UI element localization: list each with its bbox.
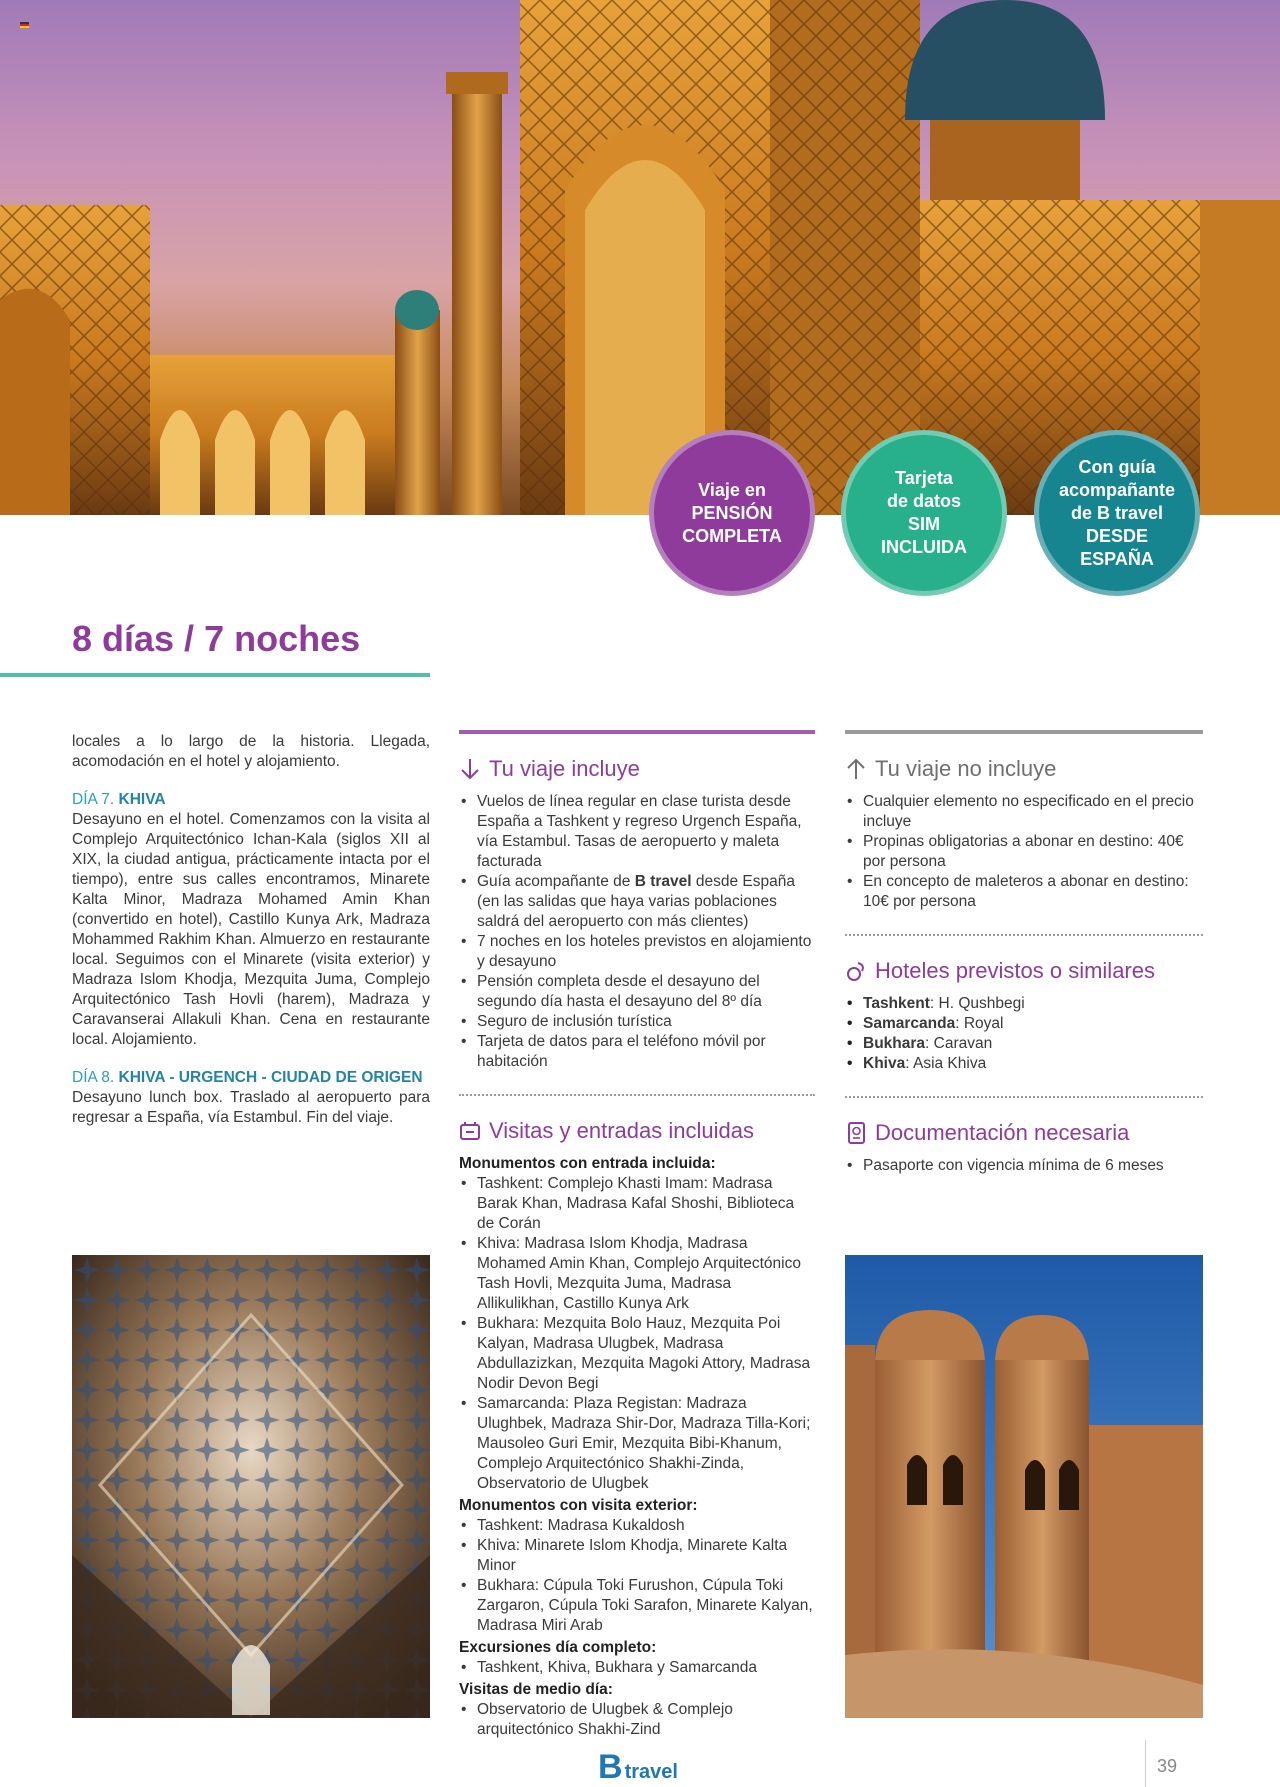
badge-line: Tarjeta [895,468,953,488]
list-item: • Khiva: Minarete Islom Khodja, Minarete Kalta Minor [459,1536,815,1576]
list-item: • Bukhara: Cúpula Toki Furushon, Cúpula Toki Zargaron, Cúpula Toki Sarafon, Minarete Kalyan, Madrasa Miri Arab [459,1576,815,1636]
day-8-text: Desayuno lunch box. Traslado al aeropuerto para regresar a España, vía Estambul. Fin del viaje. [72,1089,430,1126]
hotel-city: Khiva [863,1055,906,1072]
includes-list [459,792,815,1072]
itinerary-column [72,732,430,1128]
badge-line: Viaje en [698,479,766,500]
excludes-list [845,792,1203,912]
logo-text: travel [624,1761,678,1783]
divider [845,1096,1203,1098]
dome-illustration [72,1255,430,1718]
excludes-heading [845,756,1203,782]
exterior-list [459,1516,815,1636]
fullday-list [459,1658,815,1678]
list-item: • Vuelos de línea regular en clase turista desde España a Tashkent y regreso Urgench España, vía Estambul. Tasas de aeropuerto y maleta facturada [459,792,815,872]
docs-title: Documentación necesaria [875,1120,1130,1145]
badge-guide [1034,430,1200,596]
guide-text: Guía acompañante de [477,873,635,890]
list-item [845,994,1203,1014]
list-item: • Cualquier elemento no especificado en el precio incluye [845,792,1203,832]
excludes-title: Tu viaje no incluye [875,756,1057,781]
day-7-text: Desayuno en el hotel. Comenzamos con la visita al Complejo Arquitectónico Ichan-Kala (siglos XII al XIX, la ciudad antigua, prácticamente intacta por el tiempo), entre sus calles encontramos, Minarete Kalta Minor, Madraza Mohamed Amin Khan (convertido en hotel), Castillo Kunya Ark, Madraza Mohammed Rakhim Khan. Almuerzo en restaurante local. Seguimos con el Minarete (visita exterior) y Madraza Islom Khodja, Mezquita Juma, Complejo Arquitectónico Tash Hovli (harem), Madraza y Caravanserai Allakuli Khan. Cena en restaurante local. Alojamiento. [72,811,430,1048]
badge-line: SIM [907,514,940,534]
day-7-prefix: DÍA 7. [72,791,115,808]
divider [459,1094,815,1096]
hotels-list [845,994,1203,1074]
badge-line: de datos [886,491,961,511]
passport-icon [845,1121,867,1145]
docs-list [845,1156,1203,1176]
list-item [845,1034,1203,1054]
badge-line: INCLUIDA [881,537,967,557]
badge-line: de B travel [1070,502,1164,523]
list-item: • Tashkent: Madrasa Kukaldosh [459,1516,815,1536]
logo-b: B [598,1748,623,1786]
khiva-illustration [845,1255,1203,1718]
exterior-subhead: Monumentos con visita exterior: [459,1497,698,1514]
day-7-place: KHIVA [118,791,166,808]
hotel-name: : H. Qushbegi [929,995,1025,1012]
list-item [845,1054,1203,1074]
badge-line: PENSIÓN [691,502,773,523]
fullday-subhead: Excursiones día completo: [459,1639,657,1656]
list-item: • Samarcanda: Plaza Registan: Madraza Ulughbek, Madraza Shir-Dor, Madraza Tilla-Kori; Mausoleo Guri Emir, Mezquita Bibi-Khanum, Complejo Arquitectónico Shakhi-Zinda, Observatorio de Ulugbek [459,1394,815,1494]
list-item: • Tarjeta de datos para el teléfono móvil por habitación [459,1032,815,1072]
hotels-title: Hoteles previstos o similares [875,958,1155,983]
page-number: 39 [1157,1756,1178,1776]
hotel-city: Samarcanda [863,1015,956,1032]
includes-top-rule [459,730,815,734]
photo-khiva-walls [845,1255,1203,1718]
arrow-down-icon [459,757,481,781]
day-8-place: KHIVA - URGENCH - CIUDAD DE ORIGEN [118,1069,423,1086]
entry-subhead: Monumentos con entrada incluida: [459,1155,716,1172]
guide-text: desde España (en las salidas que haya varias poblaciones saldrá del aeropuerto con más clientes) [477,873,795,930]
entry-list [459,1174,815,1494]
ticket-icon [459,1119,481,1143]
excludes-top-rule [845,730,1203,734]
list-item: • Tashkent, Khiva, Bukhara y Samarcanda [459,1658,815,1678]
photo-dome-ceiling [72,1255,430,1718]
list-item: • 7 noches en los hoteles previstos en alojamiento y desayuno [459,932,815,972]
list-item: • Propinas obligatorias a abonar en destino: 40€ por persona [845,832,1203,872]
divider [845,934,1203,936]
list-item [459,872,815,932]
list-item [845,1014,1203,1034]
includes-title: Tu viaje incluye [489,756,640,781]
list-item: • Bukhara: Mezquita Bolo Hauz, Mezquita Poi Kalyan, Madrasa Ulugbek, Madrasa Abdullazizkan, Mezquita Magoki Attory, Madrasa Nodir Devon Begi [459,1314,815,1394]
day-8-prefix: DÍA 8. [72,1069,115,1086]
list-item: • Seguro de inclusión turística [459,1012,815,1032]
badge-sim-card [841,430,1007,596]
halfday-list [459,1700,815,1740]
badge-line: DESDE [1085,525,1148,546]
guide-brand: B travel [634,873,692,890]
list-item: • Pensión completa desde el desayuno del segundo día hasta el desayuno del 8º día [459,972,815,1012]
hotel-name: : Caravan [925,1035,993,1052]
includes-heading [459,756,815,782]
btravel-logo [598,1748,678,1787]
list-item: • Observatorio de Ulugbek & Complejo arquitectónico Shakhi-Zind [459,1700,815,1740]
badge-full-board [649,430,815,596]
list-item: • Tashkent: Complejo Khasti Imam: Madrasa Barak Khan, Madrasa Kafal Shoshi, Biblioteca de Corán [459,1174,815,1234]
visits-heading [459,1118,815,1144]
hotel-icon [845,959,867,983]
badge-line: COMPLETA [682,525,782,546]
list-item: • Khiva: Madrasa Islom Khodja, Madrasa Mohamed Amin Khan, Complejo Arquitectónico Tash Hovli, Mezquita Juma, Madrasa Allikulikhan, Castillo Kunya Ark [459,1234,815,1314]
list-item: • Pasaporte con vigencia mínima de 6 meses [845,1156,1203,1176]
hotels-heading [845,958,1203,984]
excludes-column [845,730,1203,1176]
docs-heading [845,1120,1203,1146]
badge-line: Con guía [1078,456,1156,477]
halfday-subhead: Visitas de medio día: [459,1681,613,1698]
hotel-city: Tashkent [863,995,930,1012]
day-7-title [72,790,430,810]
badge-line: acompañante [1058,479,1176,500]
hotel-name: : Royal [955,1015,1004,1032]
includes-column [459,730,815,1740]
day-8-title [72,1068,430,1088]
arrow-up-icon [845,757,867,781]
language-flag-icon [20,22,29,28]
hotel-city: Bukhara [863,1035,926,1052]
trip-duration-title: 8 días / 7 noches [72,618,361,659]
page-number-separator [1145,1740,1146,1787]
hotel-name: : Asia Khiva [905,1055,987,1072]
title-underline [0,673,430,677]
visits-title: Visitas y entradas incluidas [489,1118,754,1143]
list-item: • En concepto de maleteros a abonar en destino: 10€ por persona [845,872,1203,912]
badge-line: ESPAÑA [1080,548,1154,569]
itinerary-intro: locales a lo largo de la historia. Llegada, acomodación en el hotel y alojamiento. [72,733,430,770]
